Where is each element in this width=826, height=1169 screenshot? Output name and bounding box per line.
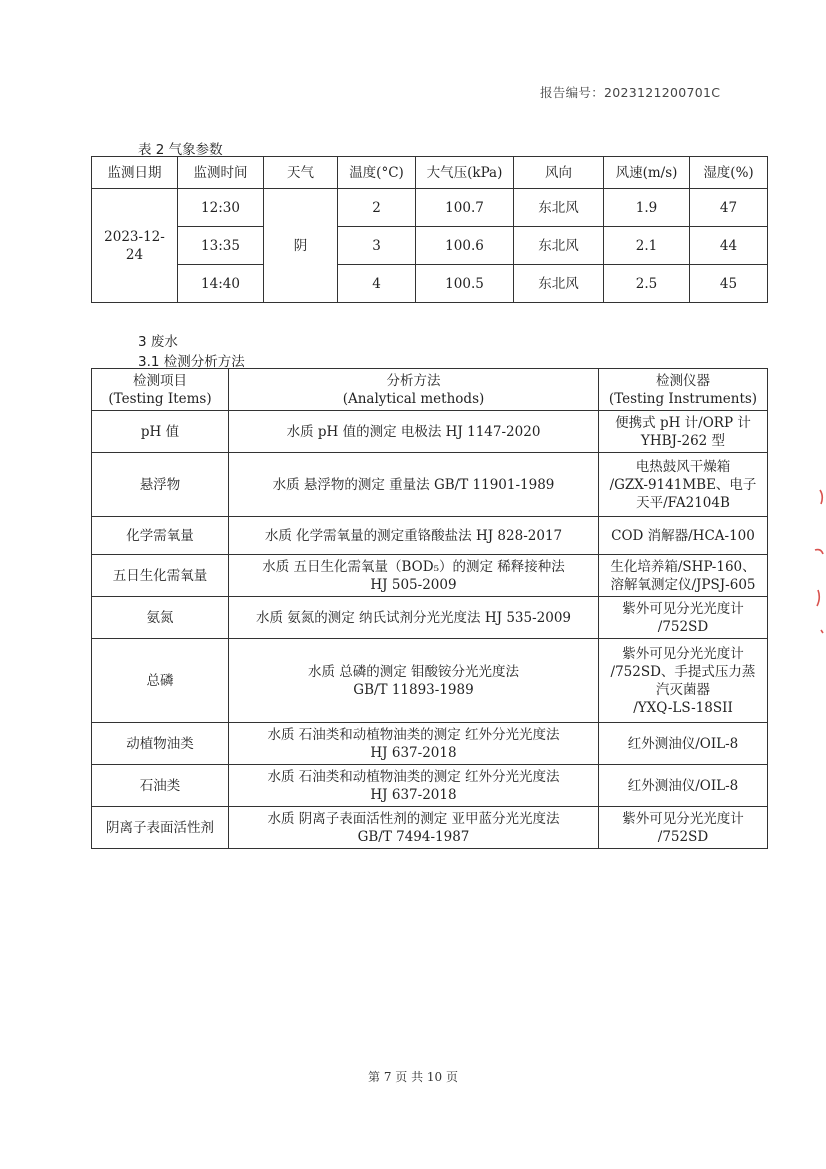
table-row <box>92 453 768 517</box>
report-number: 报告编号：2023121200701C <box>540 85 721 100</box>
table-row <box>92 517 768 555</box>
header-cell: 监测时间 <box>178 157 264 189</box>
date-cell: 2023-12-24 <box>92 189 178 303</box>
humidity-cell: 45 <box>690 265 768 303</box>
temp-cell: 4 <box>338 265 416 303</box>
table-header-row <box>92 157 768 189</box>
section-title: 3 废水 <box>138 334 178 350</box>
weather-parameters-table <box>91 156 768 303</box>
table-row <box>92 227 768 265</box>
header-item: 检测项目 (Testing Items) <box>92 369 229 411</box>
testing-item-cell: 石油类 <box>92 765 229 807</box>
header-cell: 湿度(%) <box>690 157 768 189</box>
table-row <box>92 555 768 597</box>
method-cell: 水质 五日生化需氧量（BOD₅）的测定 稀释接种法 HJ 505-2009 <box>229 555 599 597</box>
instrument-cell: 生化培养箱/SHP-160、 溶解氧测定仪/JPSJ-605 <box>599 555 768 597</box>
testing-item-cell: 阴离子表面活性剂 <box>92 807 229 849</box>
instrument-cell: COD 消解器/HCA-100 <box>599 517 768 555</box>
table-row <box>92 765 768 807</box>
method-cell: 水质 氨氮的测定 纳氏试剂分光光度法 HJ 535-2009 <box>229 597 599 639</box>
instrument-cell: 便携式 pH 计/ORP 计 YHBJ-262 型 <box>599 411 768 453</box>
temp-cell: 3 <box>338 227 416 265</box>
testing-item-cell: pH 值 <box>92 411 229 453</box>
table-row <box>92 597 768 639</box>
time-cell: 13:35 <box>178 227 264 265</box>
testing-item-cell: 氨氮 <box>92 597 229 639</box>
header-cell: 天气 <box>264 157 338 189</box>
pressure-cell: 100.5 <box>416 265 514 303</box>
instrument-cell: 紫外可见分光光度计 /752SD <box>599 597 768 639</box>
humidity-cell: 44 <box>690 227 768 265</box>
instrument-cell: 红外测油仪/OIL-8 <box>599 723 768 765</box>
testing-item-cell: 总磷 <box>92 639 229 723</box>
header-method: 分析方法 (Analytical methods) <box>229 369 599 411</box>
method-cell: 水质 悬浮物的测定 重量法 GB/T 11901-1989 <box>229 453 599 517</box>
time-cell: 14:40 <box>178 265 264 303</box>
instrument-cell: 紫外可见分光光度计 /752SD、手提式压力蒸 汽灭菌器 /YXQ-LS-18SII <box>599 639 768 723</box>
header-instrument: 检测仪器 (Testing Instruments) <box>599 369 768 411</box>
page-footer: 第 7 页 共 10 页 <box>368 1070 458 1084</box>
method-cell: 水质 阴离子表面活性剂的测定 亚甲蓝分光光度法 GB/T 7494-1987 <box>229 807 599 849</box>
table-row <box>92 807 768 849</box>
method-cell: 水质 石油类和动植物油类的测定 红外分光光度法 HJ 637-2018 <box>229 765 599 807</box>
pressure-cell: 100.6 <box>416 227 514 265</box>
wind-speed-cell: 2.5 <box>604 265 690 303</box>
testing-item-cell: 五日生化需氧量 <box>92 555 229 597</box>
header-cell: 大气压(kPa) <box>416 157 514 189</box>
pressure-cell: 100.7 <box>416 189 514 227</box>
humidity-cell: 47 <box>690 189 768 227</box>
table2-caption: 表 2 气象参数 <box>138 142 223 158</box>
wind-dir-cell: 东北风 <box>514 189 604 227</box>
testing-item-cell: 化学需氧量 <box>92 517 229 555</box>
table-header-row <box>92 369 768 411</box>
wind-dir-cell: 东北风 <box>514 265 604 303</box>
red-stamp-edge <box>812 480 826 640</box>
wind-speed-cell: 2.1 <box>604 227 690 265</box>
table-row <box>92 411 768 453</box>
weather-cell: 阴 <box>264 189 338 303</box>
testing-item-cell: 悬浮物 <box>92 453 229 517</box>
table-row <box>92 265 768 303</box>
section-subtitle: 3.1 检测分析方法 <box>138 354 245 370</box>
method-cell: 水质 总磷的测定 钼酸铵分光光度法 GB/T 11893-1989 <box>229 639 599 723</box>
instrument-cell: 紫外可见分光光度计 /752SD <box>599 807 768 849</box>
testing-item-cell: 动植物油类 <box>92 723 229 765</box>
table-row <box>92 723 768 765</box>
header-cell: 风速(m/s) <box>604 157 690 189</box>
wind-speed-cell: 1.9 <box>604 189 690 227</box>
method-cell: 水质 石油类和动植物油类的测定 红外分光光度法 HJ 637-2018 <box>229 723 599 765</box>
header-cell: 风向 <box>514 157 604 189</box>
instrument-cell: 电热鼓风干燥箱 /GZX-9141MBE、电子 天平/FA2104B <box>599 453 768 517</box>
table-row <box>92 639 768 723</box>
time-cell: 12:30 <box>178 189 264 227</box>
method-cell: 水质 化学需氧量的测定重铬酸盐法 HJ 828-2017 <box>229 517 599 555</box>
header-cell: 温度(°C) <box>338 157 416 189</box>
table-row <box>92 189 768 227</box>
analysis-methods-table <box>91 368 768 849</box>
wind-dir-cell: 东北风 <box>514 227 604 265</box>
method-cell: 水质 pH 值的测定 电极法 HJ 1147-2020 <box>229 411 599 453</box>
header-cell: 监测日期 <box>92 157 178 189</box>
instrument-cell: 红外测油仪/OIL-8 <box>599 765 768 807</box>
temp-cell: 2 <box>338 189 416 227</box>
